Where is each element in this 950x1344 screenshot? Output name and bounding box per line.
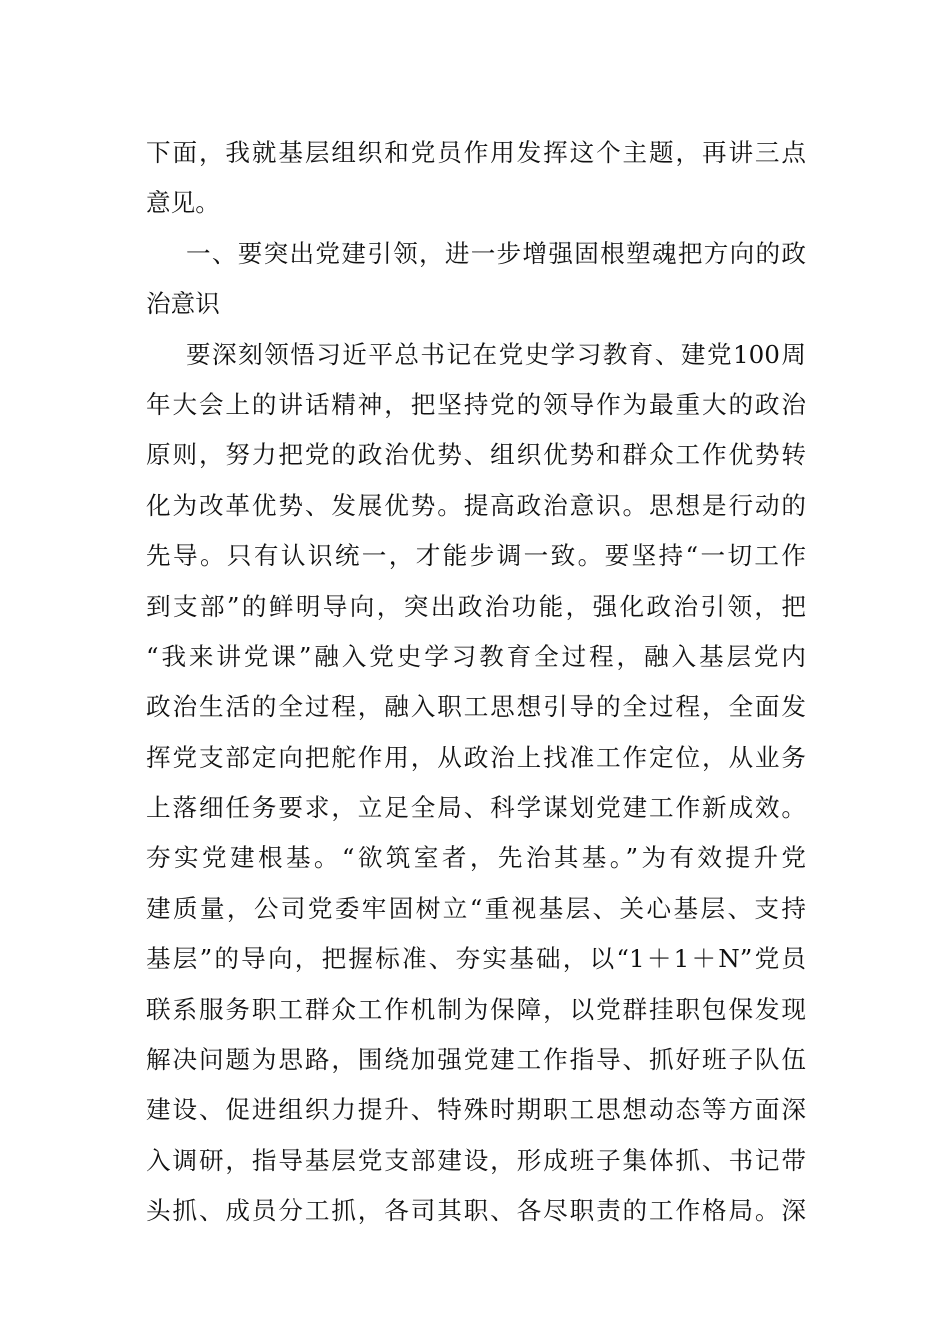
text-line: 夯实党建根基。“欲筑室者，先治其基。”为有效提升党: [146, 843, 806, 873]
text-line: 建质量，公司党委牢固树立“重视基层、关心基层、支持: [146, 893, 806, 923]
text-line: 上落细任务要求，立足全局、科学谋划党建工作新成效。: [146, 793, 806, 823]
text-line: 意见。: [146, 188, 220, 218]
text-line: 治意识: [146, 289, 220, 319]
text-line: 建设、促进组织力提升、特殊时期职工思想动态等方面深: [146, 1095, 806, 1125]
text-line: 政治生活的全过程，融入职工思想引导的全过程，全面发: [146, 692, 806, 722]
text-line: “我来讲党课”融入党史学习教育全过程，融入基层党内: [146, 641, 806, 671]
text-line: 要深刻领悟习近平总书记在党史学习教育、建党100周: [186, 339, 806, 369]
text-line: 联系服务职工群众工作机制为保障，以党群挂职包保发现: [146, 994, 806, 1024]
text-line: 一、要突出党建引领，进一步增强固根塑魂把方向的政: [186, 238, 806, 268]
text-line: 头抓、成员分工抓，各司其职、各尽职责的工作格局。深: [146, 1196, 806, 1226]
text-line: 基层”的导向，把握标准、夯实基础，以“1＋1＋N”党员: [146, 944, 806, 974]
body-text: [146, 128, 806, 1237]
text-line: 入调研，指导基层党支部建设，形成班子集体抓、书记带: [146, 1145, 806, 1175]
text-line: 化为改革优势、发展优势。提高政治意识。思想是行动的: [146, 490, 806, 520]
text-line: 先导。只有认识统一，才能步调一致。要坚持“一切工作: [146, 541, 806, 571]
text-line: 年大会上的讲话精神，把坚持党的领导作为最重大的政治: [146, 389, 806, 419]
text-line: 到支部”的鲜明导向，突出政治功能，强化政治引领，把: [146, 591, 806, 621]
text-line: 解决问题为思路，围绕加强党建工作指导、抓好班子队伍: [146, 1045, 806, 1075]
text-line: 原则，努力把党的政治优势、组织优势和群众工作优势转: [146, 440, 806, 470]
text-line: 挥党支部定向把舵作用，从政治上找准工作定位，从业务: [146, 742, 806, 772]
text-line: 下面，我就基层组织和党员作用发挥这个主题，再讲三点: [146, 138, 806, 167]
